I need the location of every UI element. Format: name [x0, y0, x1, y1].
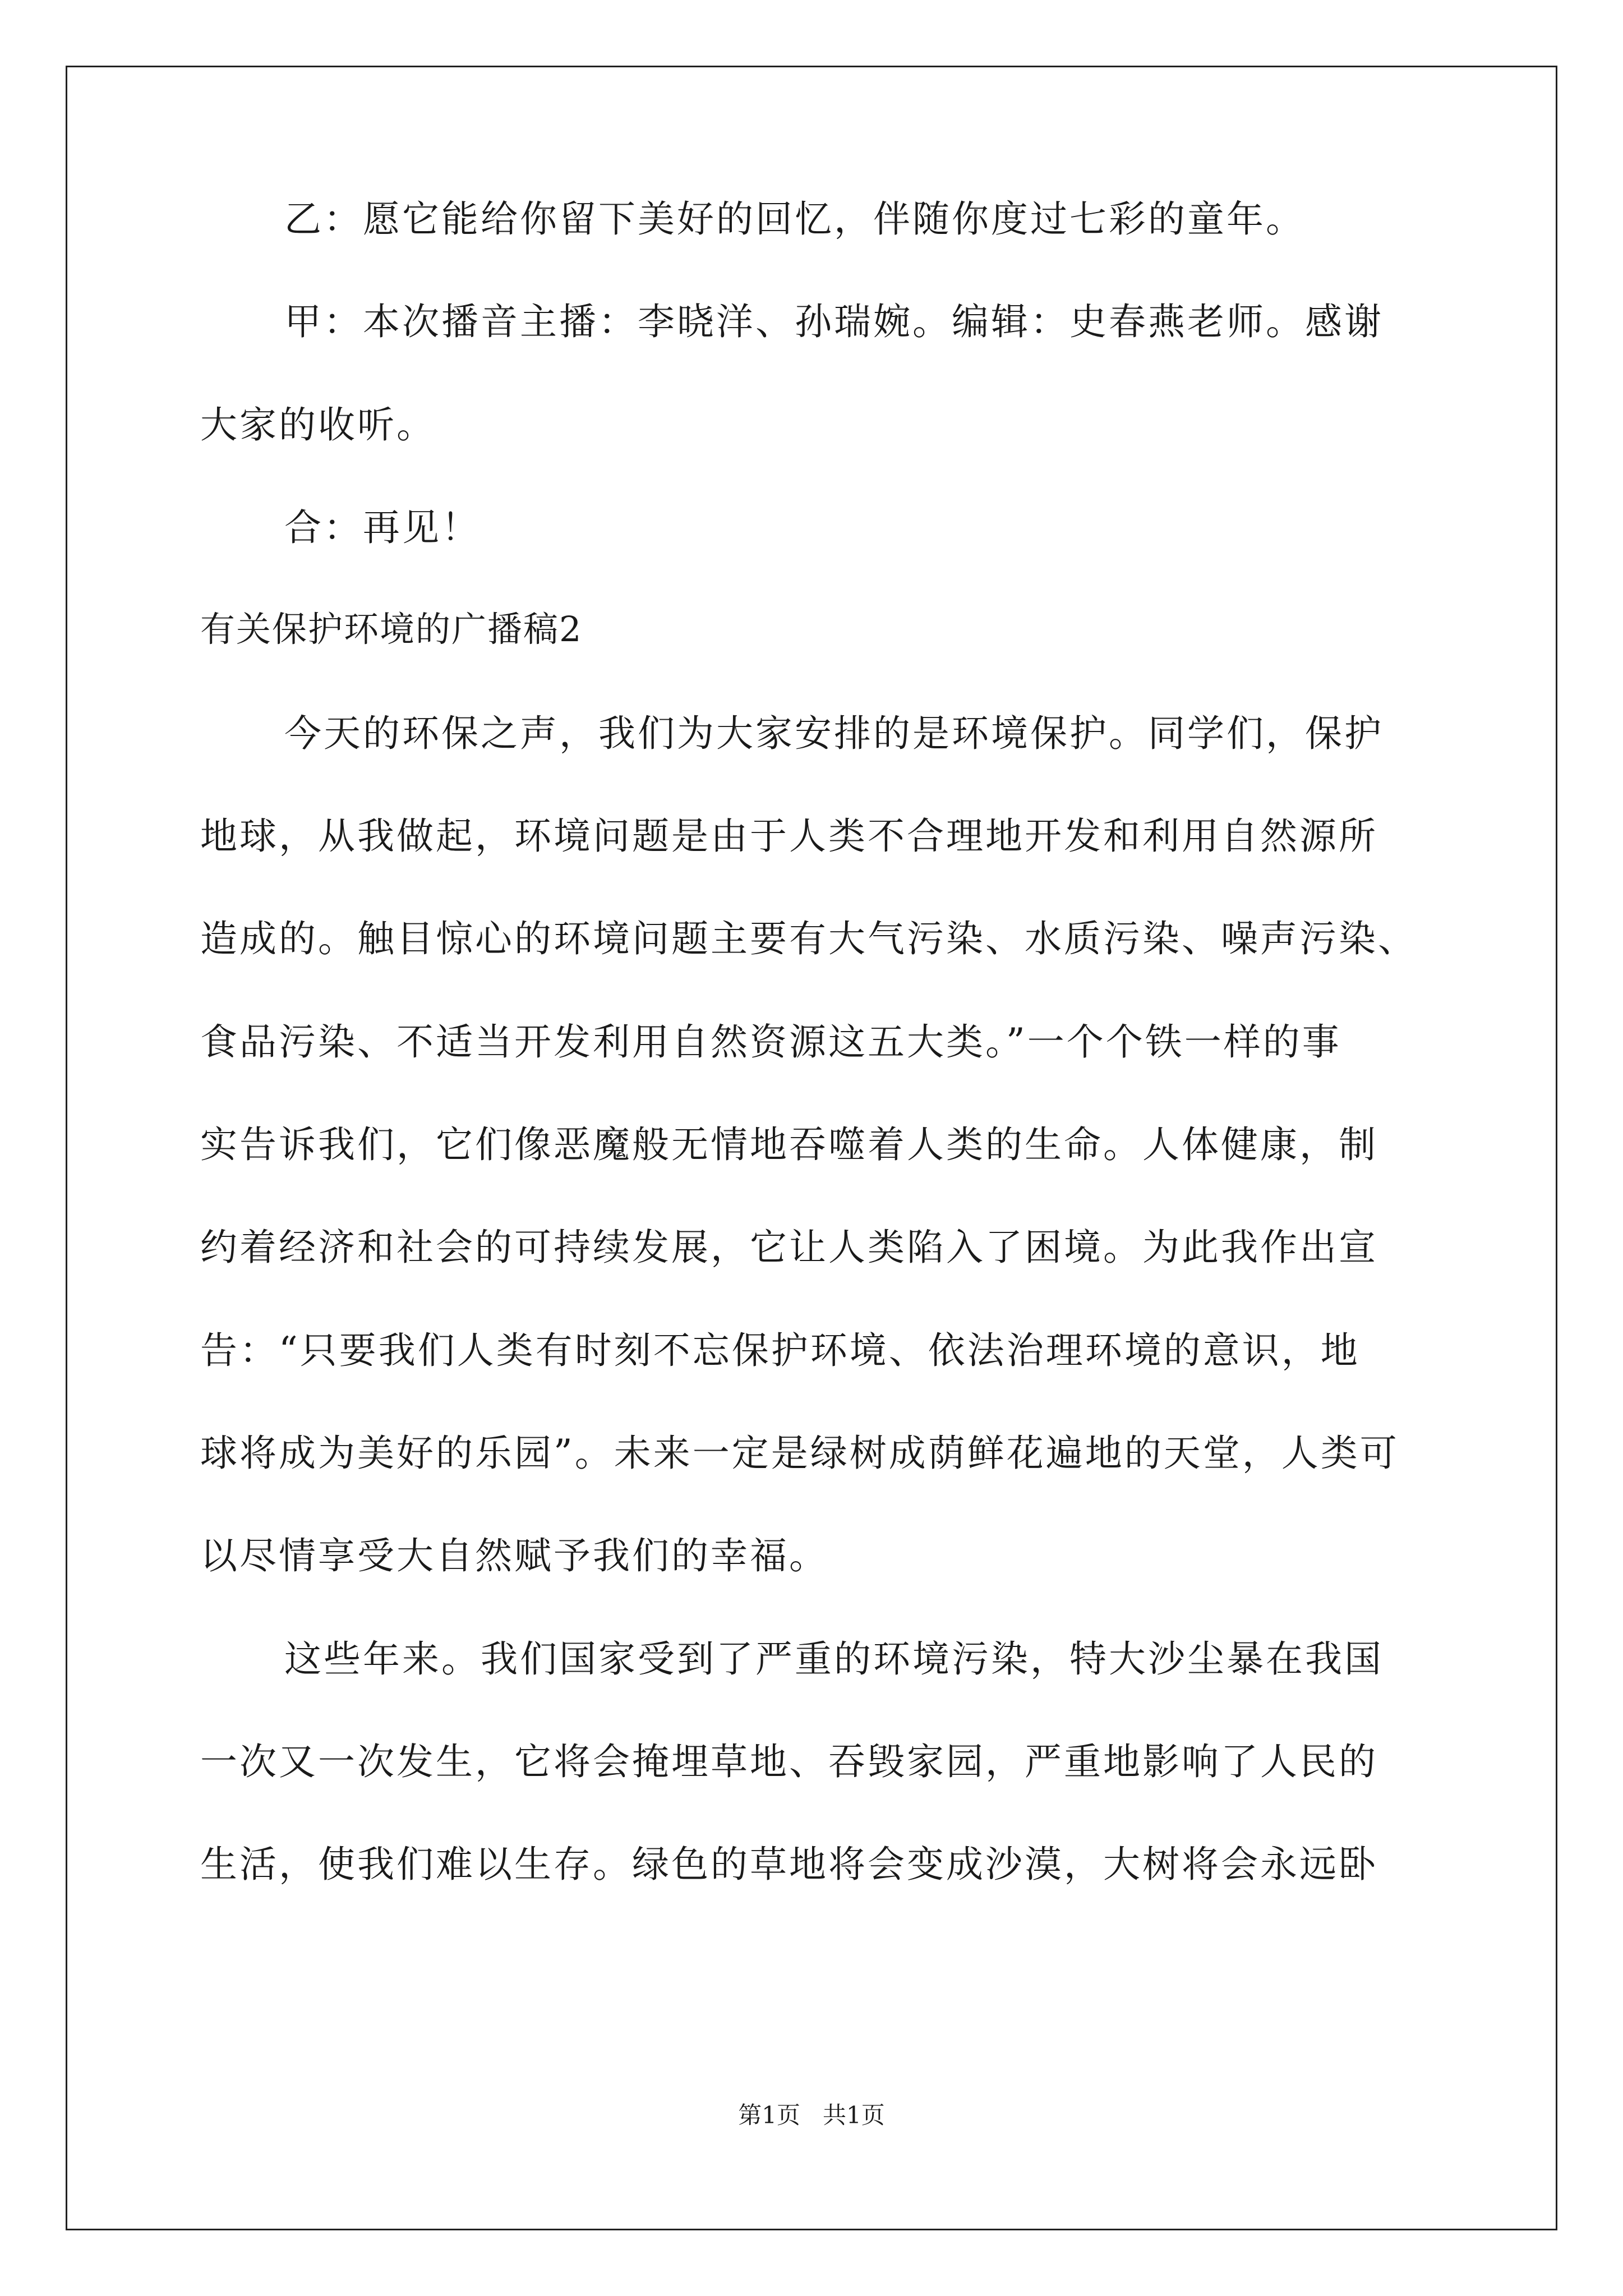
text-line: 今天的环保之声，我们为大家安排的是环境保护。同学们，保护: [284, 712, 1384, 755]
page-footer: 第1页 共1页: [738, 2101, 885, 2129]
text-line: 以尽情享受大自然赋予我们的幸福。: [200, 1534, 828, 1577]
text-line: 约着经济和社会的可持续发展，它让人类陷入了困境。为此我作出宣: [200, 1226, 1378, 1269]
text-line: 合：再见！: [284, 506, 481, 549]
text-line: 造成的。触目惊心的环境问题主要有大气污染、水质污染、噪声污染、: [200, 917, 1417, 960]
text-line: 一次又一次发生，它将会掩埋草地、吞毁家园，严重地影响了人民的: [200, 1740, 1378, 1783]
text-line: 这些年来。我们国家受到了严重的环境污染，特大沙尘暴在我国: [284, 1637, 1384, 1681]
text-line: 甲：本次播音主播：李晓洋、孙瑞婉。编辑：史春燕老师。感谢: [284, 300, 1384, 343]
text-line: 生活，使我们难以生存。绿色的草地将会变成沙漠，大树将会永远卧: [200, 1843, 1378, 1886]
text-line: 告：“只要我们人类有时刻不忘保护环境、依法治理环境的意识，地: [200, 1329, 1360, 1372]
text-line: 大家的收听。: [200, 403, 436, 447]
text-line: 实告诉我们，它们像恶魔般无情地吞噬着人类的生命。人体健康，制: [200, 1123, 1378, 1166]
text-line: 球将成为美好的乐园”。未来一定是绿树成荫鲜花遍地的天堂，人类可: [200, 1432, 1399, 1475]
text-line: 地球，从我做起，环境问题是由于人类不合理地开发和利用自然源所: [200, 815, 1378, 858]
text-line: 乙：愿它能给你留下美好的回忆，伴随你度过七彩的童年。: [284, 197, 1305, 241]
text-line: 食品污染、不适当开发利用自然资源这五大类。”一个个铁一样的事: [200, 1020, 1341, 1064]
section-heading: 有关保护环境的广播稿2: [200, 609, 583, 650]
